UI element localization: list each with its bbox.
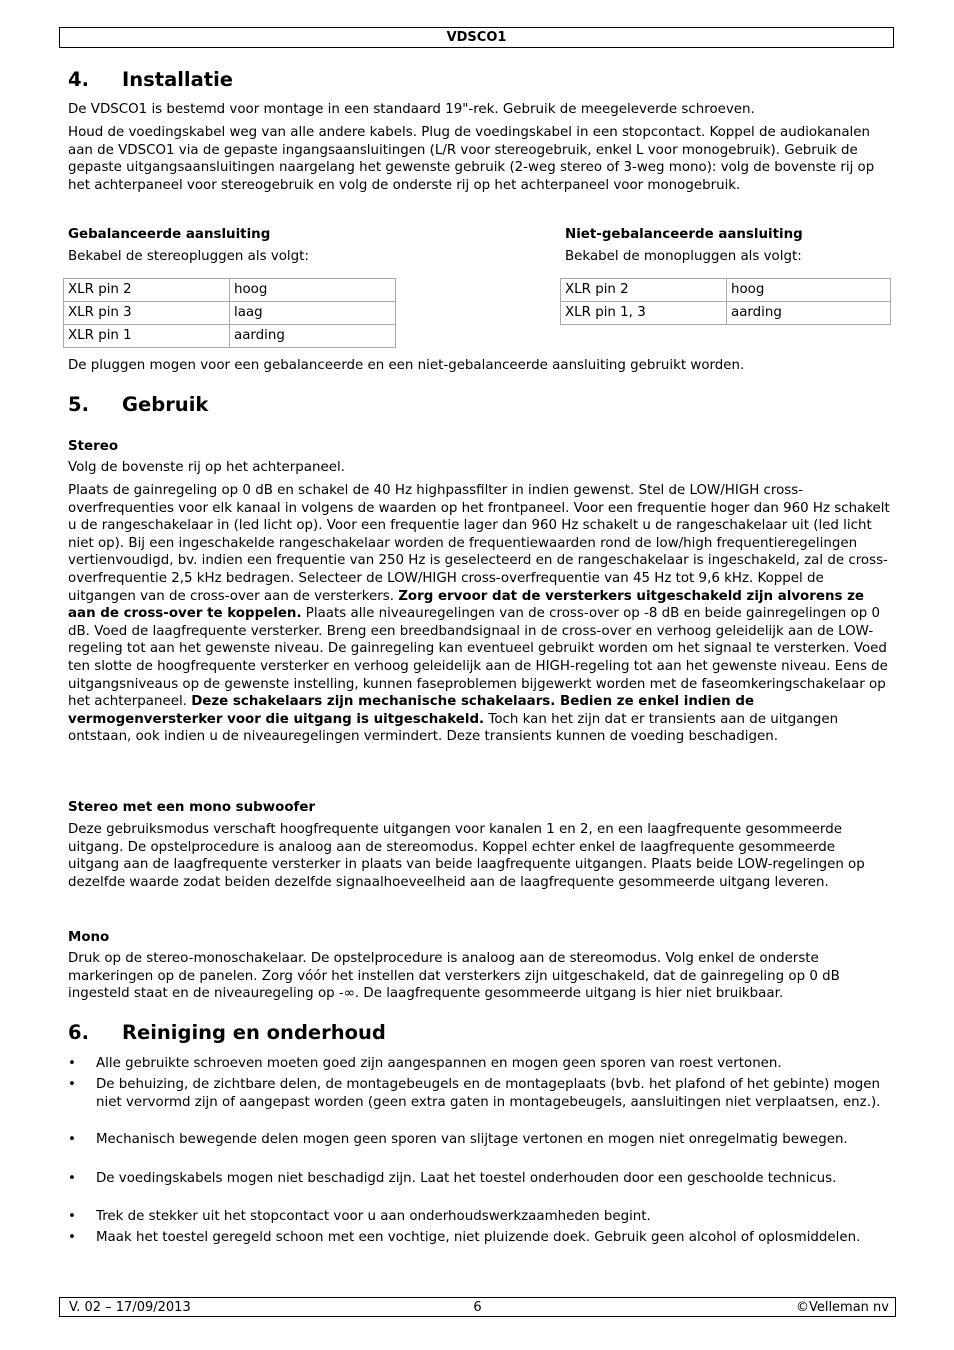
bullet-icon: •: [68, 1077, 76, 1092]
section-title: Gebruik: [122, 393, 209, 416]
stereo-paragraph-1: Volg de bovenste rij op het achterpaneel.: [68, 460, 345, 475]
bullet-icon: •: [68, 1171, 76, 1186]
warning-text: Deze schakelaars zijn mechanische schakelaars. Bedien ze enkel indien de vermogenversterker voor die uitgang is uitgeschakeld.: [68, 694, 755, 727]
list-item: [68, 1131, 890, 1149]
bullet-icon: •: [68, 1132, 76, 1147]
text-run: Toch kan het zijn dat er transients aan de uitgangen ontstaan, ook indien u de niveauregelingen vermindert. Deze transients kunnen de voeding beschadigen.: [68, 711, 839, 745]
installatie-paragraph-1: De VDSCO1 is bestemd voor montage in een standaard 19"-rek. Gebruik de meegeleverde schroeven.: [68, 102, 755, 117]
mono-paragraph: Druk op de stereo-monoschakelaar. De opstelprocedure is analoog aan de stereomodus. Volg enkel de onderste markeringen op de panelen. Zorg vóór het instellen dat versterkers zijn uitgeschakeld, dat de gainregeling op 0 dB ingesteld staat en de niveauregeling op -∞. De laagfrequente gesommeerde uitgang is hier niet bruikbaar.: [68, 951, 840, 1002]
table-row: [64, 325, 396, 348]
balanced-intro: Bekabel de stereopluggen als volgt:: [68, 249, 309, 264]
table-cell: laag: [230, 302, 396, 325]
table-row: [64, 302, 396, 325]
stereo-heading: Stereo: [68, 439, 119, 454]
section-number: 5.: [68, 393, 89, 416]
installatie-paragraph-2: Houd de voedingskabel weg van alle andere kabels. Plug de voedingskabel in een stopcontact. Koppel de audiokanalen aan de VDSCO1 via de gepaste ingangsaansluitingen (L/R voor stereogebruik, enkel L voor monogebruik). Gebruik de gepaste uitgangsaansluitingen naargelang het gewenste gebruik (2-weg stereo of 3-weg mono): volg de bovenste rij op het achterpaneel voor stereogebruik en volg de onderste rij op het achterpaneel voor monogebruik.: [68, 125, 875, 193]
unbalanced-heading: Niet-gebalanceerde aansluiting: [565, 227, 803, 242]
table-cell: aarding: [230, 325, 396, 348]
table-cell: XLR pin 1, 3: [561, 302, 727, 325]
section-title: Reiniging en onderhoud: [122, 1021, 386, 1044]
unbalanced-table: [560, 278, 891, 325]
text-run: Plaats de gainregeling op 0 dB en schakel de 40 Hz highpassfilter in indien gewenst. Stel de LOW/HIGH cross-overfrequenties voor elk kanaal in volgens de waarden op het frontpaneel. Voor een frequentie hoger dan 960 Hz schakelt u de rangeschakelaar in (led licht op). Voor een frequentie lager dan 960 Hz schakelt u de rangeschakelaar uit (led licht niet op). Bij een ingeschakelde rangeschakelaar worden de frequentiewaarden rond de low/high frequentieregelingen vertienvoudigd, bv. indien een frequentie van 250 Hz is geselecteerd en de rangeschakelaar is ingeschakeld, zal de cross-overfrequentie 2,5 kHz bedragen. Selecteer de LOW/HIGH cross-overfrequentie van 45 Hz tot 9,6 kHz. Koppel de uitgangen van de cross-over aan de versterkers.: [68, 483, 890, 604]
list-item: [68, 1170, 890, 1188]
list-item-text: De behuizing, de zichtbare delen, de montagebeugels en de montageplaats (bvb. het plafond of het gebinte) mogen niet vervormd zijn of aangepast worden (geen extra gaten in montagebeugels, aansluitingen niet verplaatsen, enz.).: [96, 1077, 881, 1110]
section-title: Installatie: [122, 68, 233, 91]
unbalanced-intro: Bekabel de monopluggen als volgt:: [565, 249, 802, 264]
bullet-icon: •: [68, 1209, 76, 1224]
table-cell: XLR pin 1: [64, 325, 230, 348]
table-cell: XLR pin 2: [561, 279, 727, 302]
subwoofer-heading: Stereo met een mono subwoofer: [68, 800, 316, 815]
list-item: [68, 1076, 890, 1111]
footer-page-number: 6: [473, 1300, 482, 1315]
list-item: [68, 1208, 890, 1226]
list-item-text: Alle gebruikte schroeven moeten goed zijn aangespannen en mogen geen sporen van roest vertonen.: [96, 1056, 782, 1071]
page-header: [59, 27, 894, 48]
bullet-icon: •: [68, 1230, 76, 1245]
text-run: Plaats alle niveauregelingen van de cross-over op -8 dB en beide gainregelingen op 0 dB. Voed de laagfrequente versterker. Breng een breedbandsignaal in de cross-over en verhoog geleidelijk aan de LOW-regeling tot aan het gewenste niveau. De gainregeling kan eventueel gebruikt worden om het signaal te versterken. Voed ten slotte de hoogfrequente versterker en verhoog geleidelijk aan de HIGH-regeling tot aan het gewenste niveau. Eens de uitgangsniveaus op de gewenste instelling, kunnen faseproblemen bijgewerkt worden met de faseomkeringschakelaar op het achterpaneel.: [68, 606, 888, 710]
table-cell: hoog: [230, 279, 396, 302]
list-item: [68, 1055, 890, 1073]
stereo-paragraph-2: [68, 482, 890, 746]
section-6-heading: [68, 1021, 386, 1045]
list-item: [68, 1229, 890, 1247]
installatie-paragraph-3: De pluggen mogen voor een gebalanceerde en een niet-gebalanceerde aansluiting gebruikt worden.: [68, 358, 745, 373]
table-cell: XLR pin 2: [64, 279, 230, 302]
mono-heading: Mono: [68, 930, 110, 945]
table-row: [561, 302, 891, 325]
section-number: 6.: [68, 1021, 89, 1044]
section-number: 4.: [68, 68, 89, 91]
page-footer: [59, 1297, 896, 1317]
list-item-text: Mechanisch bewegende delen mogen geen sporen van slijtage vertonen en mogen niet onregelmatig bewegen.: [96, 1132, 848, 1147]
table-row: [64, 279, 396, 302]
balanced-heading: Gebalanceerde aansluiting: [68, 227, 271, 242]
warning-text: Zorg ervoor dat de versterkers uitgeschakeld zijn alvorens ze aan de cross-over te koppelen.: [68, 588, 864, 622]
footer-copyright: ©Velleman nv: [795, 1300, 889, 1315]
table-cell: hoog: [727, 279, 891, 302]
list-item-text: Trek de stekker uit het stopcontact voor u aan onderhoudswerkzaamheden begint.: [96, 1209, 651, 1224]
section-4-heading: [68, 68, 233, 92]
balanced-table: [63, 278, 396, 348]
list-item-text: De voedingskabels mogen niet beschadigd zijn. Laat het toestel onderhouden door een geschoolde technicus.: [96, 1171, 837, 1186]
table-cell: aarding: [727, 302, 891, 325]
list-item-text: Maak het toestel geregeld schoon met een vochtige, niet pluizende doek. Gebruik geen alcohol of oplosmiddelen.: [96, 1230, 861, 1245]
footer-version: V. 02 – 17/09/2013: [69, 1300, 191, 1315]
bullet-icon: •: [68, 1056, 76, 1071]
table-cell: XLR pin 3: [64, 302, 230, 325]
section-5-heading: [68, 393, 208, 417]
subwoofer-paragraph: Deze gebruiksmodus verschaft hoogfrequente uitgangen voor kanalen 1 en 2, en een laagfrequente gesommeerde uitgang. De opstelprocedure is analoog aan de stereomodus. Koppel echter enkel de laagfrequente gesommeerde uitgang aan de laagfrequente versterker in plaats van beide laagfrequente uitgangen. Plaats beide LOW-regelingen op dezelfde waarde zodat beiden dezelfde signaalhoeveelheid aan de laagfrequente gesommeerde uitgang leveren.: [68, 822, 865, 890]
table-row: [561, 279, 891, 302]
header-model: VDSCO1: [446, 30, 507, 45]
